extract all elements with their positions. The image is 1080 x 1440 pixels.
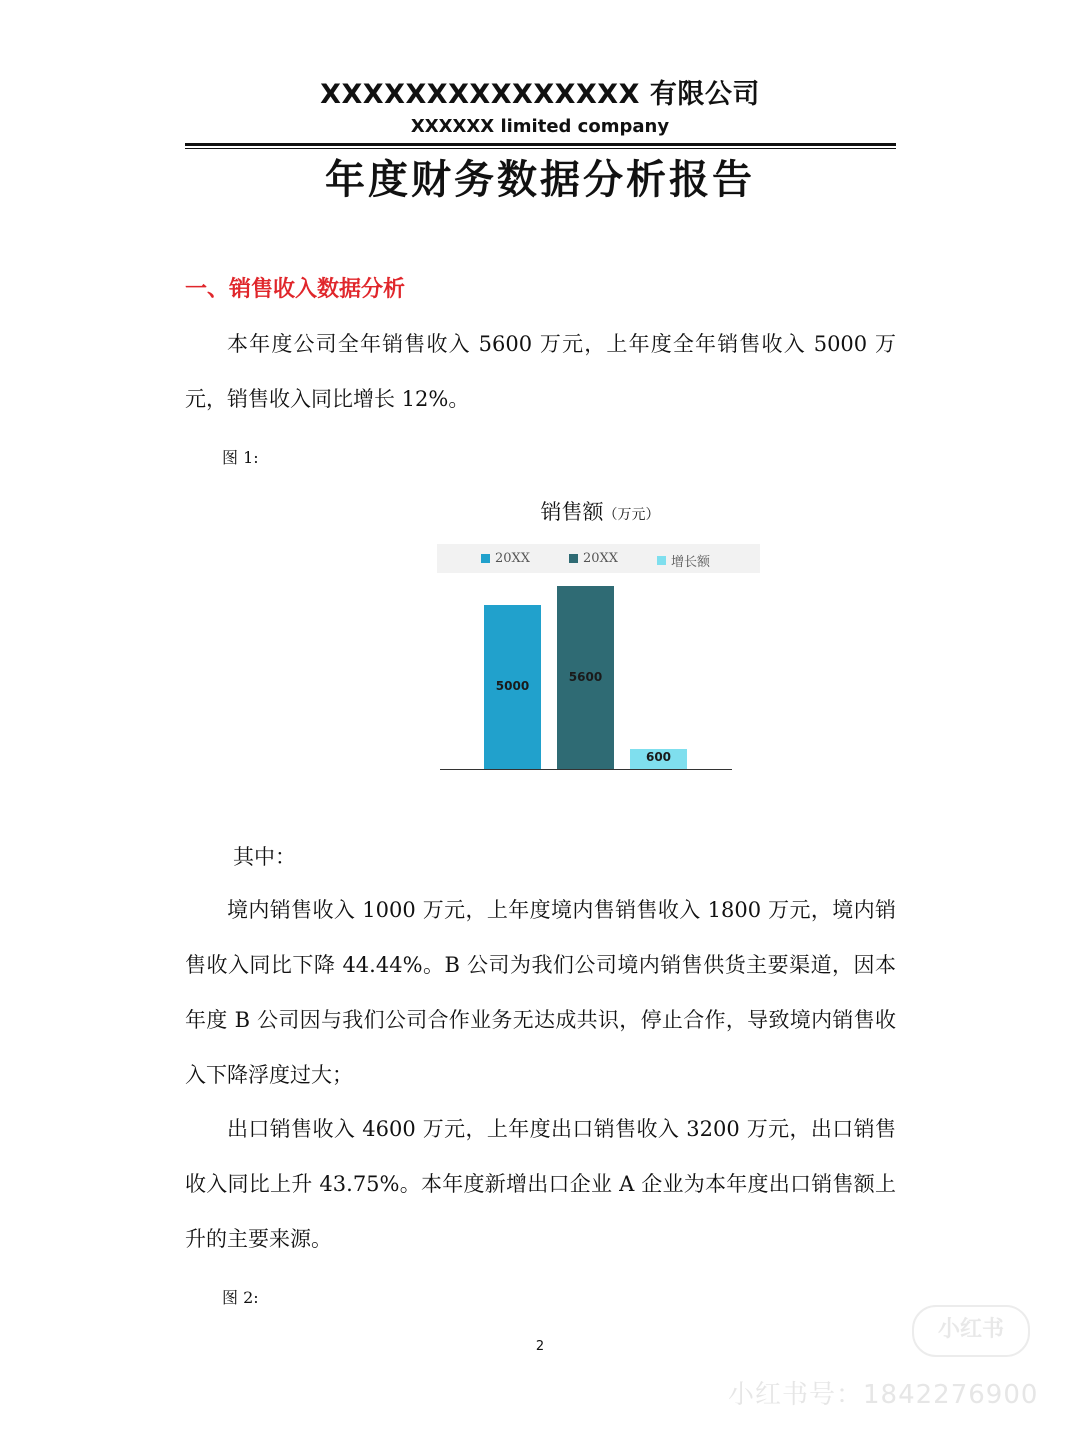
page-number: 2 <box>535 1339 545 1354</box>
subheading-breakdown: 其中： <box>233 845 296 869</box>
legend-item-2 <box>569 551 618 566</box>
legend-swatch-3 <box>657 556 666 565</box>
chart-title-unit: （万元） <box>603 507 660 523</box>
bar-3-value-label: 600 <box>645 750 672 764</box>
paragraph-domestic-sales: 境内销售收入 1000 万元，上年度境内售销售收入 1800 万元，境内销售收入同比下降 44.44%。B 公司为我们公司境内销售供货主要渠道，因本年度 B 公司因与我们公司合作业务无达成共识，停止合作，导致境内销售收入下降浮度过大； <box>185 898 896 1087</box>
watermark-id: 小红书号：1842276900 <box>728 1380 1039 1410</box>
legend-label-2: 20XX <box>583 551 619 566</box>
legend-item-1 <box>481 551 530 566</box>
figure-2-label: 图 2: <box>222 1288 259 1307</box>
bar-2-value-label: 5600 <box>568 669 603 684</box>
legend-label-3: 增长额 <box>671 555 711 570</box>
paragraph-export-sales: 出口销售收入 4600 万元，上年度出口销售收入 3200 万元，出口销售收入同比上升 43.75%。本年度新增出口企业 A 企业为本年度出口销售额上升的主要来源。 <box>185 1117 896 1251</box>
paragraph-sales-summary: 本年度公司全年销售收入 5600 万元，上年度全年销售收入 5000 万元，销售收入同比增长 12%。 <box>185 332 896 411</box>
chart-x-axis <box>440 769 732 770</box>
chart-title-text: 销售额 <box>540 500 604 524</box>
bar-1-value-label: 5000 <box>495 679 530 693</box>
section-heading: 一、销售收入数据分析 <box>185 276 406 302</box>
figure-1-label: 图 1: <box>222 448 259 467</box>
document-title: 年度财务数据分析报告 <box>325 156 755 203</box>
legend-item-3 <box>657 551 710 570</box>
header-rule-thick <box>185 143 896 146</box>
chart-legend <box>437 544 760 573</box>
watermark-badge: 小红书 <box>912 1305 1030 1357</box>
company-name-cn: XXXXXXXXXXXXXXX 有限公司 <box>320 79 760 110</box>
company-name-en: XXXXXX limited company <box>410 116 670 137</box>
legend-label-1: 20XX <box>495 551 531 566</box>
chart-title <box>440 496 760 526</box>
legend-swatch-2 <box>569 554 578 563</box>
legend-swatch-1 <box>481 554 490 563</box>
